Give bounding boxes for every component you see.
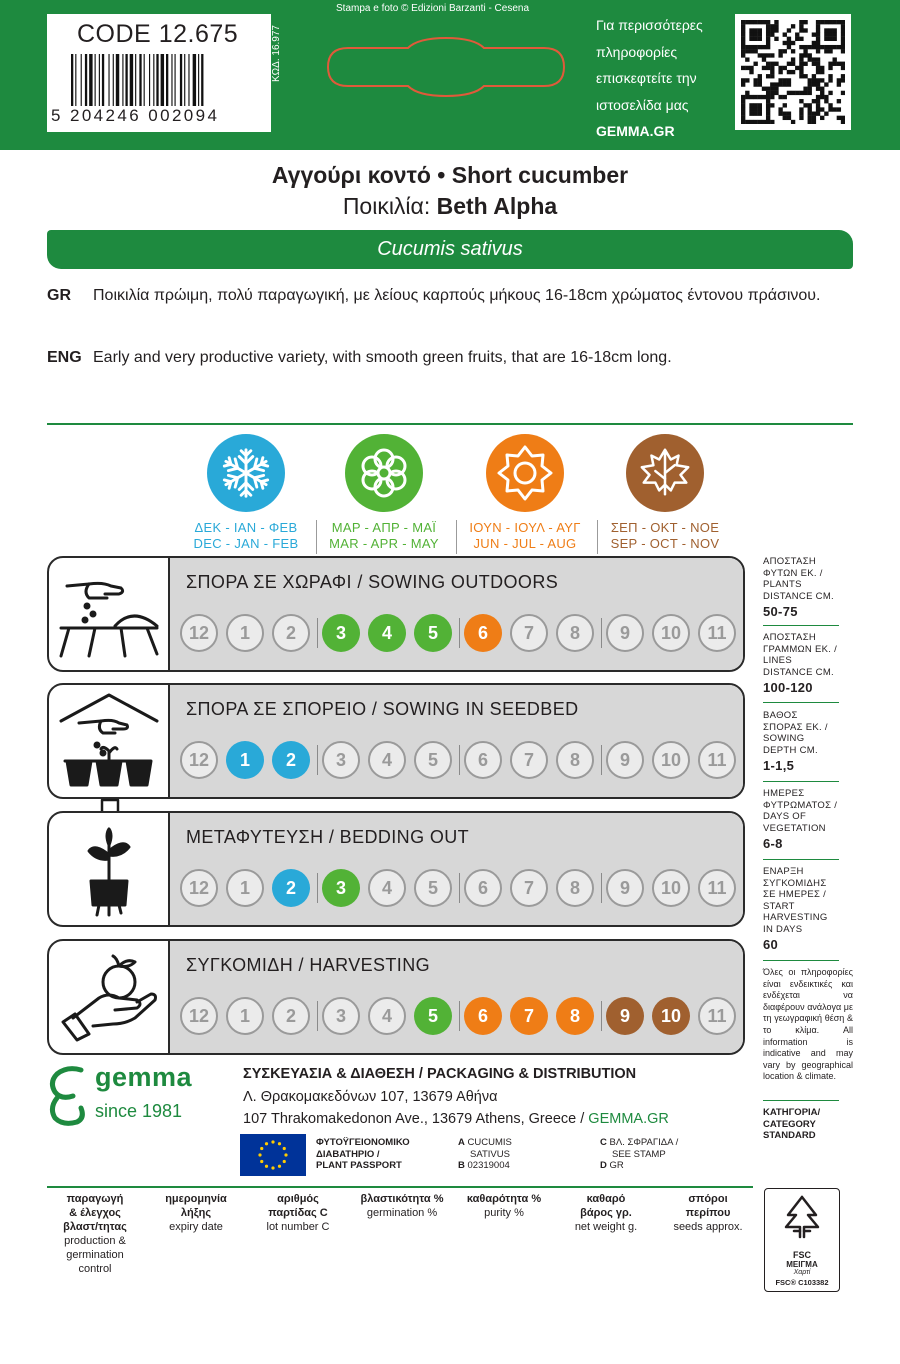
month-9: 9 — [606, 869, 644, 907]
category-line: STANDARD — [763, 1130, 816, 1141]
fsc-sub: Χαρτί — [793, 1269, 811, 1276]
month-10: 10 — [652, 741, 690, 779]
header-band — [0, 0, 900, 150]
address-en: 107 Thrakomakedonon Ave., 13679 Athens, Greece / — [243, 1111, 589, 1127]
category-label — [763, 1107, 853, 1142]
info-line: Για περισσότερες — [596, 17, 703, 33]
side-label: ΣΥΓΚΟΜΙΔΗΣ — [763, 877, 827, 889]
month-9: 9 — [606, 741, 644, 779]
season-months-gr: ΔΕΚ - ΙΑΝ - ΦΕΒ — [194, 520, 298, 535]
month-1: 1 — [226, 997, 264, 1035]
label-gr: σπόροι — [688, 1193, 728, 1205]
activity-title: ΣΠΟΡΑ ΣΕ ΧΩΡΑΦΙ / SOWING OUTDOORS — [186, 572, 559, 592]
month-5: 5 — [414, 869, 452, 907]
quarter-divider — [601, 618, 602, 648]
label-en: expiry date — [169, 1221, 223, 1233]
kod-number: ΚΩΔ. 16.977 — [271, 25, 282, 82]
product-code — [77, 20, 238, 49]
season-months-gr: ΣΕΠ - ΟΚΤ - ΝΟΕ — [610, 520, 720, 535]
side-label: DAYS OF — [763, 811, 807, 822]
season-months-gr: ΙΟΥΝ - ΙΟΥΛ - ΑΥΓ — [469, 520, 581, 535]
activity-sowing-seedbed — [47, 683, 745, 799]
logo-since: since 1981 — [95, 1101, 183, 1121]
quarter-divider — [459, 618, 460, 648]
activity-title: ΣΠΟΡΑ ΣΕ ΣΠΟΡΕΙΟ / SOWING IN SEEDBED — [186, 699, 579, 719]
quarter-divider — [459, 745, 460, 775]
side-divider — [763, 625, 839, 626]
harvest-icon — [49, 941, 168, 1053]
label-gr: αριθμός — [277, 1193, 319, 1205]
net-weight-label — [558, 1192, 654, 1234]
month-1: 1 — [226, 869, 264, 907]
month-12: 12 — [180, 869, 218, 907]
fsc-mix: ΜΕΙΓΜΑ — [786, 1260, 818, 1269]
side-label: IN DAYS — [763, 923, 803, 935]
month-11: 11 — [698, 869, 736, 907]
month-6-active: 6 — [464, 997, 502, 1035]
quarter-divider — [459, 1001, 460, 1031]
side-divider — [763, 960, 839, 961]
sun-icon — [486, 434, 564, 512]
month-2: 2 — [272, 614, 310, 652]
season-months — [598, 520, 732, 552]
side-label: SOWING — [763, 733, 805, 744]
month-10: 10 — [652, 614, 690, 652]
info-line: ιστοσελίδα μας — [596, 96, 689, 113]
address-en-line — [243, 1108, 669, 1131]
website-link[interactable]: GEMMA.GR — [596, 123, 675, 139]
quarter-divider — [601, 745, 602, 775]
month-12: 12 — [180, 741, 218, 779]
side-value: 50-75 — [763, 604, 798, 619]
company-website-link[interactable]: GEMMA.GR — [588, 1111, 669, 1127]
label-gr: παραγωγή — [66, 1193, 124, 1205]
passport-key: C — [600, 1137, 607, 1148]
label-en: net weight g. — [574, 1221, 638, 1233]
season-months-en: DEC - JAN - FEB — [193, 536, 299, 551]
side-label: DEPTH CM. — [763, 744, 818, 756]
company-info — [243, 1063, 669, 1131]
address-gr: Λ. Θρακομακεδόνων 107, 13679 Αθήνα — [243, 1088, 498, 1105]
month-6: 6 — [464, 741, 502, 779]
activity-panel — [168, 813, 743, 925]
passport-value: SATIVUS — [470, 1148, 510, 1160]
month-row — [180, 614, 745, 652]
production-control-label — [47, 1192, 143, 1276]
side-label: VEGETATION — [763, 822, 826, 834]
side-label: HARVESTING — [763, 912, 828, 923]
label-gr: καθαρότητα % — [466, 1193, 542, 1205]
category-line: CATEGORY — [763, 1118, 816, 1130]
month-6-active: 6 — [464, 614, 502, 652]
month-4: 4 — [368, 997, 406, 1035]
description-eng — [47, 348, 827, 368]
side-divider — [763, 859, 839, 860]
latin-name-band — [47, 230, 853, 269]
expiry-date-label — [148, 1192, 244, 1234]
side-label: ΓΡΑΜΜΩΝ ΕΚ. / — [763, 643, 838, 655]
month-4-active: 4 — [368, 614, 406, 652]
passport-value: GR — [609, 1160, 624, 1171]
barcode-icon — [71, 54, 247, 106]
side-value: 1-1,5 — [763, 758, 795, 773]
season-summer — [458, 434, 592, 552]
fsc-tree-icon — [778, 1193, 826, 1241]
sowing-depth-info — [763, 710, 843, 774]
side-label: DISTANCE CM. — [763, 590, 834, 602]
label-en: germination % — [366, 1207, 438, 1219]
quarter-divider — [317, 1001, 318, 1031]
season-months-en: MAR - APR - MAY — [329, 536, 439, 551]
qr-code-icon — [741, 20, 845, 124]
side-label: ΦΥΤΩΝ ΕΚ. / — [763, 567, 823, 579]
activity-panel — [168, 685, 743, 797]
side-divider — [763, 702, 839, 703]
season-autumn — [598, 434, 732, 552]
side-label: LINES — [763, 655, 792, 666]
month-9-active: 9 — [606, 997, 644, 1035]
label-gr: & έλεγχος — [69, 1207, 121, 1219]
passport-cd — [600, 1137, 678, 1172]
label-gr: βλαστ/τητας — [63, 1221, 127, 1233]
category-line: ΚΑΤΗΓΟΡΙΑ/ — [763, 1107, 821, 1118]
month-8: 8 — [556, 869, 594, 907]
printer-credit: Stampa e foto © Edizioni Barzanti - Cesena — [336, 3, 530, 14]
month-2: 2 — [272, 997, 310, 1035]
info-line: επισκεφτείτε την — [596, 70, 697, 86]
season-divider — [456, 520, 457, 554]
company-heading: ΣΥΣΚΕΥΑΣΙΑ & ΔΙΑΘΕΣΗ / PACKAGING & DISTRIBUTION — [243, 1066, 637, 1082]
month-row — [180, 741, 745, 779]
month-row — [180, 869, 745, 907]
code-prefix: CODE — [77, 20, 152, 48]
side-label: ΒΑΘΟΣ — [763, 710, 798, 721]
side-label: ΑΠΟΣΤΑΣΗ — [763, 556, 817, 567]
flower-icon — [345, 434, 423, 512]
month-1: 1 — [226, 614, 264, 652]
quarter-divider — [317, 618, 318, 648]
lang-code: ENG — [47, 349, 82, 366]
season-months — [317, 520, 451, 552]
side-value: 6-8 — [763, 836, 783, 851]
label-en: production & — [64, 1235, 126, 1247]
month-3-active: 3 — [322, 869, 360, 907]
season-months-en: JUN - JUL - AUG — [473, 536, 577, 551]
label-gr: λήξης — [180, 1207, 212, 1219]
season-spring — [317, 434, 451, 552]
side-label: ΣΠΟΡΑΣ ΕΚ. / — [763, 721, 828, 733]
month-10: 10 — [652, 869, 690, 907]
side-divider — [763, 1100, 839, 1101]
side-value: 100-120 — [763, 680, 813, 695]
label-gr: βάρος γρ. — [580, 1207, 632, 1219]
description-text: Ποικιλία πρώιμη, πολύ παραγωγική, με λείους καρπούς μήκους 16-18cm χρώματος έντονου πράσινου. — [93, 287, 821, 304]
side-label: ΕΝΑΡΞΗ — [763, 866, 804, 877]
label-en: purity % — [484, 1207, 524, 1219]
qr-code[interactable] — [735, 14, 851, 130]
label-en: control — [78, 1263, 112, 1275]
month-9: 9 — [606, 614, 644, 652]
label-en: lot number C — [266, 1221, 330, 1233]
variety-label: Ποικιλία: — [342, 193, 431, 219]
activity-title: ΣΥΓΚΟΜΙΔΗ / HARVESTING — [186, 955, 431, 975]
barcode-box — [47, 14, 271, 132]
fsc-code: FSC® C103382 — [775, 1278, 829, 1287]
activity-sowing-outdoors — [47, 556, 745, 672]
variety-name: Beth Alpha — [436, 193, 558, 219]
passport-key: A — [458, 1137, 465, 1148]
side-label: ΑΠΟΣΤΑΣΗ — [763, 632, 817, 643]
sowing-outdoors-icon — [49, 558, 168, 670]
label-gr: ημερομηνία — [165, 1193, 227, 1205]
month-4: 4 — [368, 869, 406, 907]
germination-days-info — [763, 788, 843, 852]
gemma-g-icon — [47, 1064, 89, 1128]
side-divider — [763, 781, 839, 782]
month-3: 3 — [322, 741, 360, 779]
lang-code: GR — [47, 287, 71, 304]
passport-value: 02319004 — [467, 1160, 510, 1171]
month-5-active: 5 — [414, 614, 452, 652]
month-8: 8 — [556, 741, 594, 779]
side-label: ΣΕ ΗΜΕΡΕΣ / — [763, 889, 827, 900]
passport-title-line: PLANT PASSPORT — [316, 1160, 402, 1171]
info-line: πληροφορίες — [596, 43, 678, 60]
label-en: germination — [66, 1249, 124, 1261]
side-label: ΗΜΕΡΕΣ — [763, 788, 805, 799]
transplant-icon — [49, 813, 168, 925]
month-11: 11 — [698, 741, 736, 779]
season-winter — [179, 434, 313, 552]
logo-name: gemma — [95, 1062, 193, 1092]
season-months — [458, 520, 592, 552]
month-10-active: 10 — [652, 997, 690, 1035]
passport-value: ΒΛ. ΣΦΡΑΓΙΔΑ / — [609, 1137, 679, 1148]
divider — [47, 423, 853, 425]
fsc-label: FSC — [793, 1250, 811, 1260]
quarter-divider — [317, 745, 318, 775]
lot-number-label — [250, 1192, 346, 1234]
month-2-active: 2 — [272, 869, 310, 907]
code-number: 12.675 — [158, 20, 239, 48]
passport-key: D — [600, 1160, 607, 1171]
passport-key: B — [458, 1160, 465, 1171]
seedbed-icon — [49, 685, 168, 797]
month-7: 7 — [510, 741, 548, 779]
side-label: PLANTS — [763, 579, 802, 590]
passport-title — [316, 1137, 410, 1172]
description-text: Early and very productive variety, with smooth green fruits, that are 16-18cm long. — [93, 349, 672, 366]
seeds-count-label — [660, 1192, 756, 1234]
activity-harvesting — [47, 939, 745, 1055]
purity-label — [456, 1192, 552, 1220]
label-en: seeds approx. — [673, 1221, 743, 1233]
month-12: 12 — [180, 997, 218, 1035]
month-row — [180, 997, 745, 1035]
side-label: DISTANCE CM. — [763, 666, 834, 678]
activity-bedding-out — [47, 811, 745, 927]
month-8: 8 — [556, 614, 594, 652]
passport-value: CUCUMIS — [467, 1137, 512, 1148]
month-7-active: 7 — [510, 997, 548, 1035]
plant-passport — [240, 1134, 720, 1176]
month-2-active: 2 — [272, 741, 310, 779]
snowflake-icon — [207, 434, 285, 512]
season-months-gr: ΜΑΡ - ΑΠΡ - ΜΑΪ — [331, 520, 437, 535]
month-4: 4 — [368, 741, 406, 779]
month-12: 12 — [180, 614, 218, 652]
eu-flag-icon — [240, 1134, 306, 1176]
ean-number: 5 204246 002094 — [51, 106, 220, 125]
plant-distance-info — [763, 556, 843, 620]
month-1-active: 1 — [226, 741, 264, 779]
harvest-start-info — [763, 866, 843, 953]
label-gr: παρτίδας C — [268, 1207, 328, 1219]
side-label: START — [763, 900, 795, 912]
variety-line — [0, 193, 900, 220]
activity-title: ΜΕΤΑΦΥΤΕΥΣΗ / BEDDING OUT — [186, 827, 470, 847]
description-gr — [47, 286, 827, 306]
side-value: 60 — [763, 937, 779, 952]
activity-panel — [168, 558, 743, 670]
line-distance-info — [763, 632, 843, 696]
divider — [47, 1186, 753, 1188]
passport-value: SEE STAMP — [612, 1148, 666, 1160]
month-11: 11 — [698, 997, 736, 1035]
month-7: 7 — [510, 869, 548, 907]
side-label: ΦΥΤΡΩΜΑΤΟΣ / — [763, 799, 838, 811]
quarter-divider — [317, 873, 318, 903]
month-7: 7 — [510, 614, 548, 652]
quarter-divider — [601, 873, 602, 903]
fsc-badge — [764, 1188, 840, 1292]
label-gr: περίπου — [685, 1207, 731, 1219]
hanger-outline-icon — [318, 36, 574, 98]
latin-name: Cucumis sativus — [377, 238, 523, 260]
passport-title-line: ΔΙΑΒΑΤΗΡΙΟ / — [316, 1148, 380, 1160]
month-3: 3 — [322, 997, 360, 1035]
quarter-divider — [459, 873, 460, 903]
month-11: 11 — [698, 614, 736, 652]
passport-title-line: ΦΥΤΟΫΓΕΙΟΝΟΜΙΚΟ — [316, 1137, 410, 1148]
month-8-active: 8 — [556, 997, 594, 1035]
gemma-logo — [47, 1064, 237, 1128]
more-info-text — [596, 12, 731, 145]
label-gr: καθαρό — [586, 1193, 626, 1205]
season-months — [179, 520, 313, 552]
month-6: 6 — [464, 869, 502, 907]
disclaimer-note: Όλες οι πληροφορίες είναι ενδεικτικές και ενδέχεται να διαφέρουν ανάλογα με τη γεωγραφική θέση & το κλίμα. All information is indicative and may vary by geographical location & climate. — [763, 967, 853, 1082]
leaf-icon — [626, 434, 704, 512]
germination-label — [352, 1192, 452, 1220]
label-gr: βλαστικότητα % — [360, 1193, 444, 1205]
month-3-active: 3 — [322, 614, 360, 652]
season-months-en: SEP - OCT - NOV — [610, 536, 720, 551]
month-5-active: 5 — [414, 997, 452, 1035]
month-5: 5 — [414, 741, 452, 779]
product-name: Αγγούρι κοντό • Short cucumber — [271, 162, 629, 188]
passport-ab — [458, 1137, 512, 1172]
activity-panel — [168, 941, 743, 1053]
quarter-divider — [601, 1001, 602, 1031]
